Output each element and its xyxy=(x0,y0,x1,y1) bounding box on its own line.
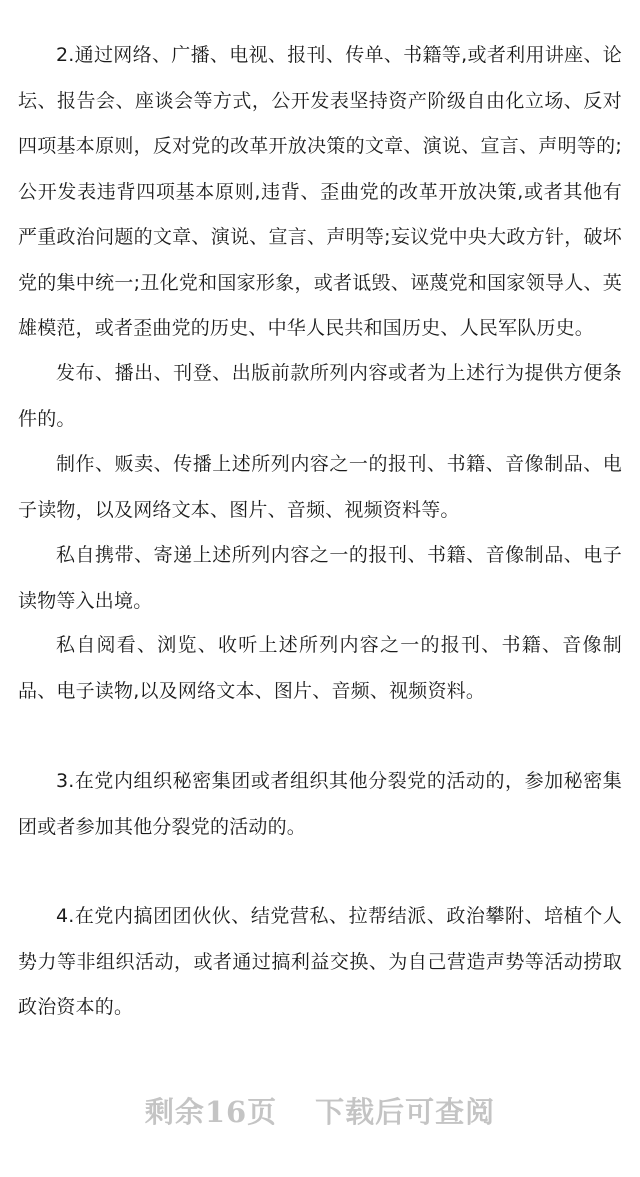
paragraph-publishing: 发布、播出、刊登、出版前款所列内容或者为上述行为提供方便条件的。 xyxy=(18,362,622,430)
download-banner[interactable] xyxy=(0,1090,640,1131)
paragraph-item-2: 2.通过网络、广播、电视、报刊、传单、书籍等,或者利用讲座、论坛、报告会、座谈会等方式，公开发表坚持资产阶级自由化立场、反对四项基本原则，反对党的改革开放决策的文章、演说、宣言、声明等的;公开发表违背四项基本原则,违背、歪曲党的改革开放决策,或者其他有严重政治问题的文章、演说、宣言、声明等;妄议党中央大政方针，破坏党的集中统一;丑化党和国家形象，或者诋毁、诬蔑党和国家领导人、英雄模范，或者歪曲党的历史、中华人民共和国历史、人民军队历史。 xyxy=(18,44,622,339)
paragraph-item-3: 3.在党内组织秘密集团或者组织其他分裂党的活动的，参加秘密集团或者参加其他分裂党的活动的。 xyxy=(18,770,622,838)
paragraph-carrying: 私自携带、寄递上述所列内容之一的报刊、书籍、音像制品、电子读物等入出境。 xyxy=(18,544,622,612)
download-prompt-label: 下载后可查阅 xyxy=(315,1095,496,1129)
paragraph-item-4: 4.在党内搞团团伙伙、结党营私、拉帮结派、政治攀附、培植个人势力等非组织活动，或者通过搞利益交换、为自己营造声势等活动捞取政治资本的。 xyxy=(18,905,622,1018)
paragraph-reading: 私自阅看、浏览、收听上述所列内容之一的报刊、书籍、音像制品、电子读物,以及网络文本、图片、音频、视频资料。 xyxy=(18,634,622,702)
paragraph-production: 制作、贩卖、传播上述所列内容之一的报刊、书籍、音像制品、电子读物，以及网络文本、图片、音频、视频资料等。 xyxy=(18,453,622,521)
remaining-pages-label: 剩余16页 xyxy=(144,1095,278,1129)
